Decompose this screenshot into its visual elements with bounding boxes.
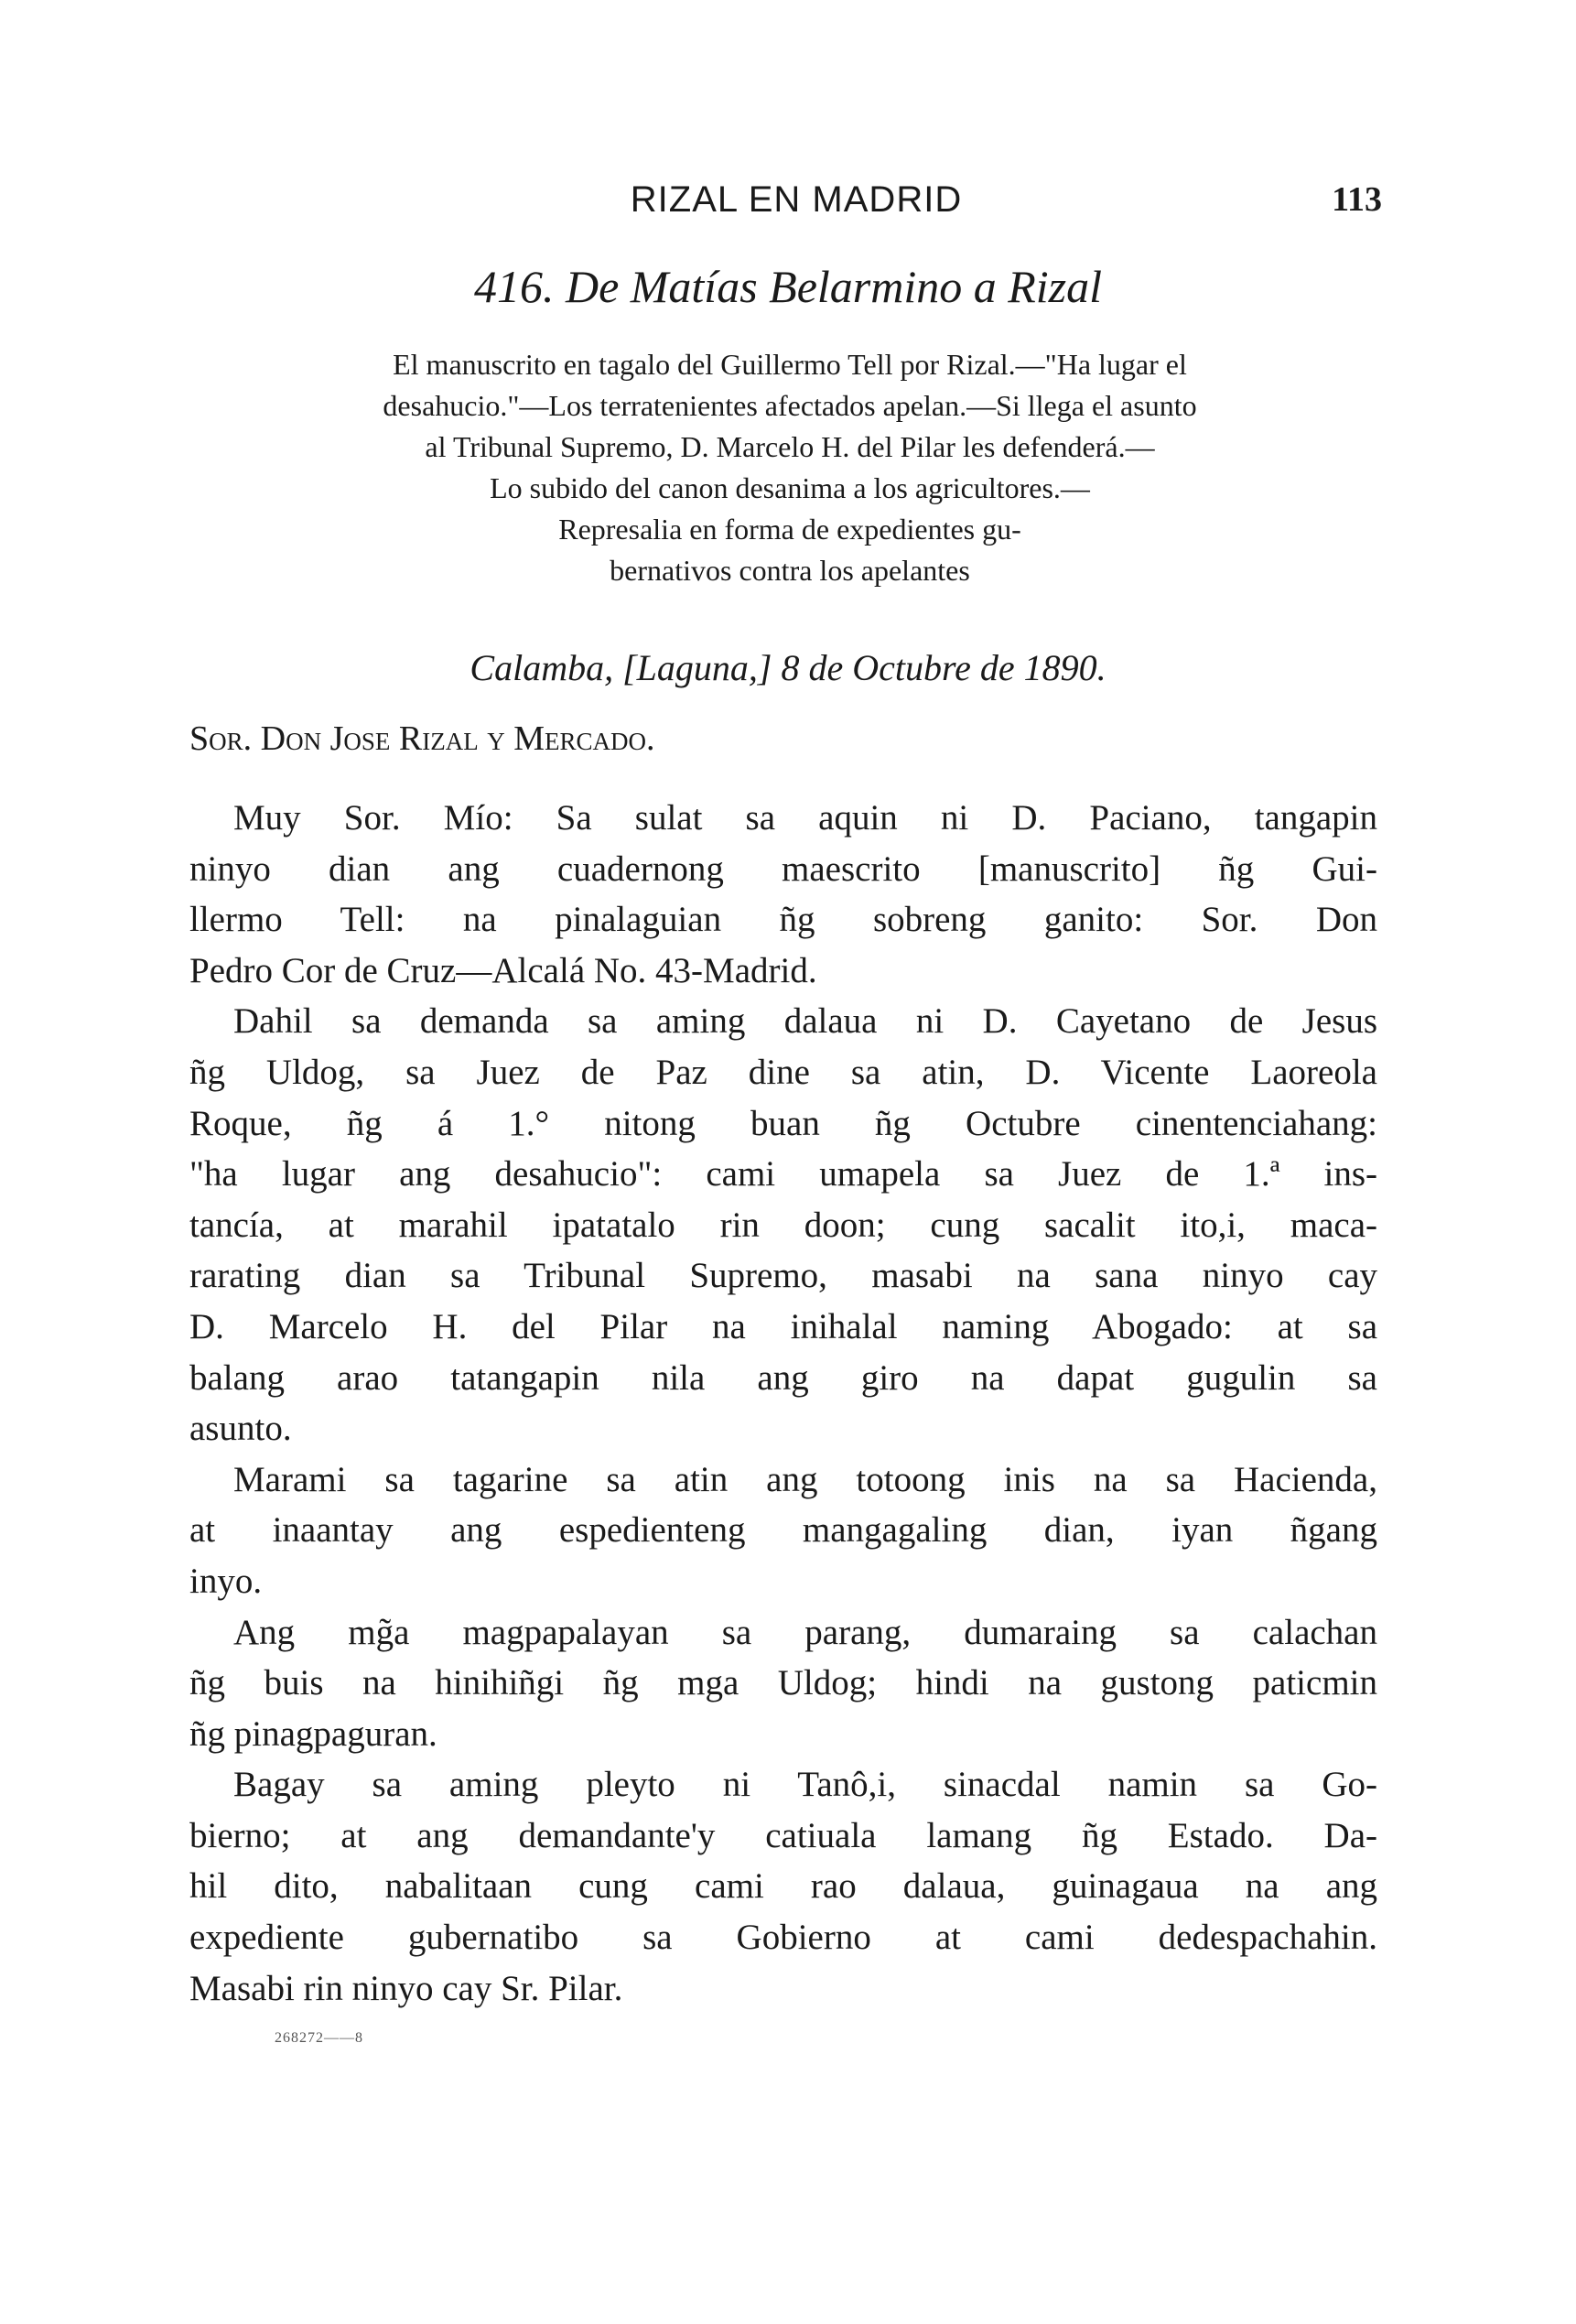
body-line: Roque, ñg á 1.° nitong buan ñg Octubre cinentenciahang: — [189, 1103, 1377, 1143]
body-line: llermo Tell: na pinalaguian ñg sobreng ganito: Sor. Don — [189, 900, 1377, 940]
body-line: D. Marcelo H. del Pilar na inihalal naming Abogado: at sa — [189, 1306, 1377, 1346]
summary-line: El manuscrito en tagalo del Guillermo Tell por Rizal.—"Ha lugar el — [393, 348, 1187, 381]
body-line: Masabi rin ninyo cay Sr. Pilar. — [189, 1968, 623, 2008]
summary-line: Represalia en forma de expedientes gu- — [558, 513, 1021, 546]
printer-signature-mark: 268272——8 — [275, 2030, 363, 2046]
body-line: Muy Sor. Mío: Sa sulat sa aquin ni D. Paciano, tangapin — [233, 798, 1377, 838]
body-line: "ha lugar ang desahucio": cami umapela sa Juez de 1.ª ins- — [189, 1154, 1377, 1194]
dateline: Calamba, [Laguna,] 8 de Octubre de 1890. — [470, 647, 1106, 688]
body-line: asunto. — [189, 1409, 292, 1449]
body-line: rarating dian sa Tribunal Supremo, masabi na sana ninyo cay — [189, 1256, 1377, 1296]
summary-line: bernativos contra los apelantes — [610, 554, 970, 587]
letter-body — [189, 793, 1377, 2014]
body-line: inyo. — [189, 1561, 263, 1601]
body-line: Dahil sa demanda sa aming dalaua ni D. Cayetano de Jesus — [233, 1001, 1377, 1042]
summary-line: desahucio."—Los terratenientes afectados apelan.—Si llega el asunto — [383, 389, 1197, 422]
body-line: ñg buis na hinihiñgi ñg mga Uldog; hindi na gustong paticmin — [189, 1663, 1377, 1703]
letter-summary — [190, 344, 1389, 591]
body-line: Bagay sa aming pleyto ni Tanô,i, sinacdal namin sa Go- — [233, 1765, 1377, 1805]
body-line: expediente gubernatibo sa Gobierno at cami dedespachahin. — [189, 1918, 1377, 1958]
body-line: at inaantay ang espedienteng mangagaling dian, iyan ñgang — [189, 1510, 1377, 1551]
summary-line: Lo subido del canon desanima a los agricultores.— — [490, 471, 1090, 504]
page-number: 113 — [1332, 180, 1382, 219]
body-line: balang arao tatangapin nila ang giro na dapat gugulin sa — [189, 1357, 1377, 1398]
letter-title: 416. De Matías Belarmino a Rizal — [473, 261, 1103, 312]
summary-line: al Tribunal Supremo, D. Marcelo H. del Pilar les defenderá.— — [425, 430, 1155, 463]
body-line: hil dito, nabalitaan cung cami rao dalaua, guinagaua na ang — [189, 1866, 1377, 1907]
body-line: tancía, at marahil ipatatalo rin doon; cung sacalit ito,i, maca- — [189, 1205, 1377, 1245]
body-line: ñg Uldog, sa Juez de Paz dine sa atin, D. Vicente Laoreola — [189, 1052, 1377, 1092]
body-line: Marami sa tagarine sa atin ang totoong inis na sa Hacienda, — [233, 1459, 1377, 1499]
body-line: ñg pinagpaguran. — [189, 1713, 437, 1754]
running-header — [0, 172, 1576, 227]
body-line: Ang mg̃a magpapalayan sa parang, dumaraing sa calachan — [233, 1612, 1377, 1652]
body-line: bierno; at ang demandante'y catiuala lamang ñg Estado. Da- — [189, 1815, 1377, 1855]
body-line: ninyo dian ang cuadernong maescrito [manuscrito] ñg Gui- — [189, 849, 1377, 889]
body-line: Pedro Cor de Cruz—Alcalá No. 43-Madrid. — [189, 950, 817, 990]
addressee: Sor. Don Jose Rizal y Mercado. — [189, 719, 655, 758]
running-title: RIZAL EN MADRID — [630, 179, 963, 220]
